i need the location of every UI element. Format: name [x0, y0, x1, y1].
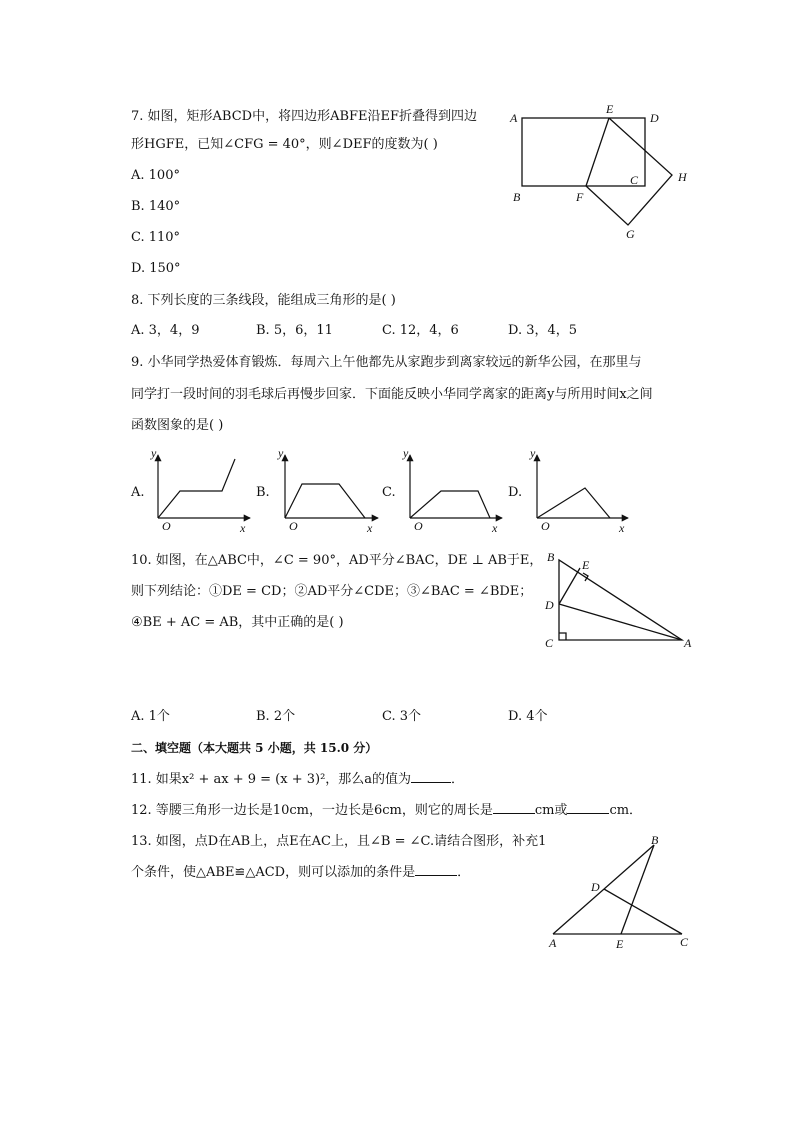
- section-title-fill-in: 二、填空题（本大题共 5 小题，共 15.0 分）: [131, 741, 378, 755]
- q10-option-c: C. 3个: [382, 709, 422, 724]
- q9-c-x-label: x: [492, 521, 498, 535]
- q7-option-a: A. 100°: [131, 168, 180, 183]
- q7-option-c: C. 110°: [131, 230, 181, 245]
- q13-tail: ．: [457, 865, 471, 880]
- q10-option-d: D. 4个: [508, 709, 548, 724]
- q13-label-b: B: [651, 833, 659, 847]
- q7-label-b: B: [513, 190, 521, 204]
- q13-segment-be: [621, 845, 654, 934]
- q10-option-a: A. 1个: [131, 709, 170, 724]
- q10-label-b: B: [547, 550, 555, 564]
- q9-c-y-label: y: [403, 446, 409, 460]
- q10-stem-line2: 则下列结论：①DE = CD；②AD平分∠CDE；③∠BAC = ∠BDE；: [131, 584, 533, 599]
- q7-label-h: H: [678, 170, 687, 184]
- q13-stem-line1: 13. 如图，点D在AB上，点E在AC上，且∠B = ∠C.请结合图形，补充1: [131, 834, 547, 849]
- q9-option-a: A.: [131, 485, 145, 500]
- q8-stem: 8. 下列长度的三条线段，能组成三角形的是( ): [131, 293, 396, 308]
- q9-b-x-label: x: [367, 521, 373, 535]
- q10-label-e: E: [582, 558, 590, 572]
- q9-b-y-label: y: [278, 446, 284, 460]
- q10-option-b: B. 2个: [256, 709, 296, 724]
- q11-text: 11. 如果x² + ax + 9 = (x + 3)²，那么a的值为: [131, 772, 412, 787]
- q9-option-d: D.: [508, 485, 523, 500]
- q7-label-e: E: [606, 102, 614, 116]
- q9-a-origin-label: O: [162, 519, 171, 533]
- q12-mid: cm或: [534, 803, 568, 818]
- q13-segment-ab: [553, 845, 654, 934]
- q10-stem-line3: ④BE + AC = AB，其中正确的是( ): [131, 615, 344, 630]
- q9-stem-line1: 9. 小华同学热爱体育锻炼．每周六上午他都先从家跑步到离家较远的新华公园，在那里与: [131, 355, 642, 370]
- q7-label-a: A: [510, 111, 518, 125]
- q9-c-origin-label: O: [414, 519, 423, 533]
- q7-stem-line1: 7. 如图，矩形ABCD中，将四边形ABFE沿EF折叠得到四边: [131, 109, 478, 124]
- q9-d-y-label: y: [530, 446, 536, 460]
- q13-text: 个条件，使△ABE≌△ACD，则可以添加的条件是: [131, 865, 416, 880]
- q7-option-d: D. 150°: [131, 261, 181, 276]
- q9-b-origin-label: O: [289, 519, 298, 533]
- q7-label-f: F: [576, 190, 584, 204]
- q7-option-b: B. 140°: [131, 199, 181, 214]
- q9-stem-line2: 同学打一段时间的羽毛球后再慢步回家．下面能反映小华同学离家的距离y与所用时间x之间: [131, 387, 653, 402]
- q13-segment-cd: [604, 889, 682, 934]
- q10-label-c: C: [545, 636, 554, 650]
- q10-stem-line1: 10. 如图，在△ABC中，∠C = 90°，AD平分∠BAC，DE ⊥ AB于E，: [131, 553, 543, 568]
- q8-option-c: C. 12，4，6: [382, 323, 459, 338]
- q9-option-b: B.: [256, 485, 270, 500]
- q9-d-origin-label: O: [541, 519, 550, 533]
- q9-a-x-label: x: [240, 521, 246, 535]
- q10-label-d: D: [545, 598, 554, 612]
- q13-label-c: C: [680, 935, 689, 949]
- q7-label-g: G: [626, 227, 635, 241]
- q9-stem-line3: 函数图象的是( ): [131, 418, 224, 433]
- q7-stem-line2: 形HGFE，已知∠CFG = 40°，则∠DEF的度数为( ): [131, 137, 438, 152]
- q10-label-a: A: [684, 636, 692, 650]
- q7-label-c: C: [630, 173, 639, 187]
- q13-label-e: E: [616, 937, 624, 951]
- q12-tail: cm．: [609, 803, 643, 818]
- q13-label-d: D: [591, 880, 600, 894]
- q11-tail: ．: [451, 772, 465, 787]
- q8-option-b: B. 5，6，11: [256, 323, 333, 338]
- q8-option-a: A. 3，4，9: [131, 323, 200, 338]
- q9-option-c: C.: [382, 485, 396, 500]
- q9-a-y-label: y: [151, 446, 157, 460]
- q9-d-x-label: x: [619, 521, 625, 535]
- q13-label-a: A: [549, 936, 557, 950]
- q8-option-d: D. 3，4，5: [508, 323, 578, 338]
- q12-text: 12. 等腰三角形一边长是10cm，一边长是6cm，则它的周长是: [131, 803, 493, 818]
- q7-label-d: D: [650, 111, 659, 125]
